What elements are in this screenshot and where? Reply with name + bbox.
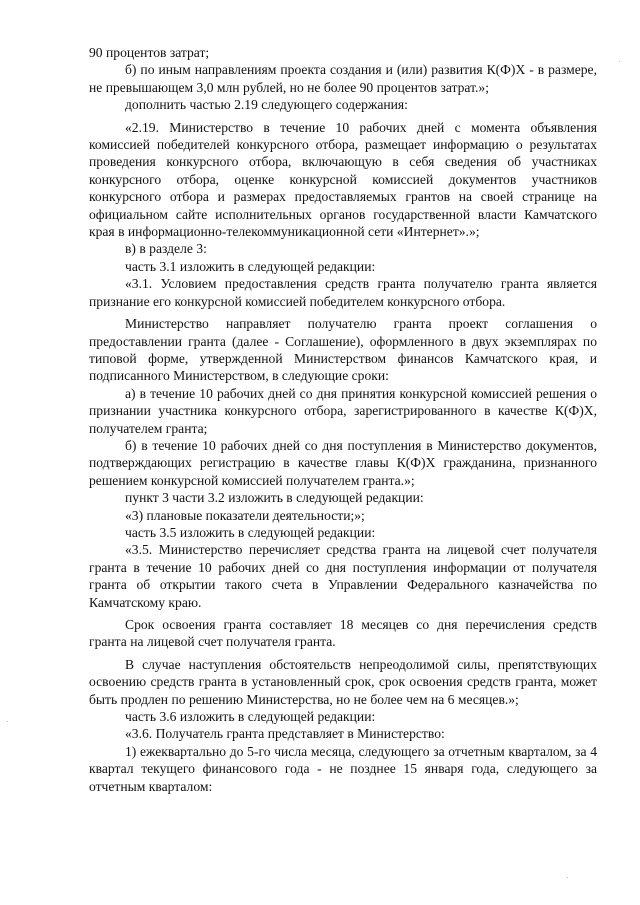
paragraph-point-3: «3) плановые показатели деятельности;»; [125,507,365,523]
paragraph-point-3-2-heading: пункт 3 части 3.2 изложить в следующей редакции: [125,490,424,506]
paragraph-continuation: 90 процентов затрат; [89,45,210,60]
scan-speck: · [6,717,9,726]
paragraph-add-2-19: дополнить частью 2.19 следующего содержания: [125,97,408,113]
document-body [89,44,597,795]
paragraph-3-6: «3.6. Получатель гранта представляет в Министерство: [125,726,445,742]
paragraph-force-majeure: В случае наступления обстоятельств непреодолимой силы, препятствующих освоению средств гранта в установленный срок, срок освоения средств гранта, может быть продлен по решению Министерства, но не более чем на 6 месяцев.»; [89,656,597,707]
paragraph-term-a: а) в течение 10 рабочих дней со дня принятия конкурсной комиссией решения о признании участника конкурсного отбора, зарегистрированного в качестве К(Ф)Х, получателем гранта; [89,385,597,436]
paragraph-grant-period: Срок освоения гранта составляет 18 месяцев со дня перечисления средств гранта на лицевой счет получателя гранта. [89,617,597,650]
paragraph-term-b: б) в течение 10 рабочих дней со дня поступления в Министерство документов, подтверждающих регистрацию в качестве главы К(Ф)Х гражданина, признанного решением конкурсной комиссией получателем гранта.»; [89,437,597,488]
paragraph-part-3-1-heading: часть 3.1 изложить в следующей редакции: [125,258,376,274]
paragraph-part-3-6-heading: часть 3.6 изложить в следующей редакции: [125,709,376,725]
paragraph-section-3: в) в разделе 3: [125,241,207,257]
paragraph-quarterly: 1) ежеквартально до 5-го числа месяца, следующего за отчетным кварталом, за 4 квартал текущего финансового года - не позднее 15 января года, следующего за отчетным кварталом: [89,743,597,794]
paragraph-item-b: б) по иным направлениям проекта создания и (или) развития К(Ф)Х - в размере, не превышающем 3,0 млн рублей, но не более 90 процентов затрат.»; [89,62,597,95]
paragraph-ministry-sends: Министерство направляет получателю гранта проект соглашения о предоставлении гранта (далее - Соглашение), оформленного в двух экземплярах по типовой форме, утвержденной Министерством финансов Камчатского края, и подписанного Министерством, в следующие сроки: [89,316,597,384]
scan-speck: · [618,57,621,66]
paragraph-2-19: «2.19. Министерство в течение 10 рабочих дней с момента объявления комиссией победителей конкурсного отбора, размещает информацию о результатах проведения конкурсного отбора, включающую в себя сведения об участниках конкурсного отбора, оценке конкурсной комиссией документов участников конкурсного отбора и размерах предоставляемых грантов на своей странице на официальном сайте исполнительных органов государственной власти Камчатского края в информационно-телекоммуникационной сети «Интернет».»; [89,119,597,240]
paragraph-3-1: «3.1. Условием предоставления средств гранта получателю гранта является признание его конкурсной комиссией победителем конкурсного отбора. [89,276,597,309]
paragraph-3-5: «3.5. Министерство перечисляет средства гранта на лицевой счет получателя гранта в течение 10 рабочих дней со дня поступления информации от получателя гранта об открытии такого счета в Управлении Федерального казначейства по Камчатскому краю. [89,542,597,610]
paragraph-part-3-5-heading: часть 3.5 изложить в следующей редакции: [125,524,376,540]
scan-speck: · [566,873,569,882]
